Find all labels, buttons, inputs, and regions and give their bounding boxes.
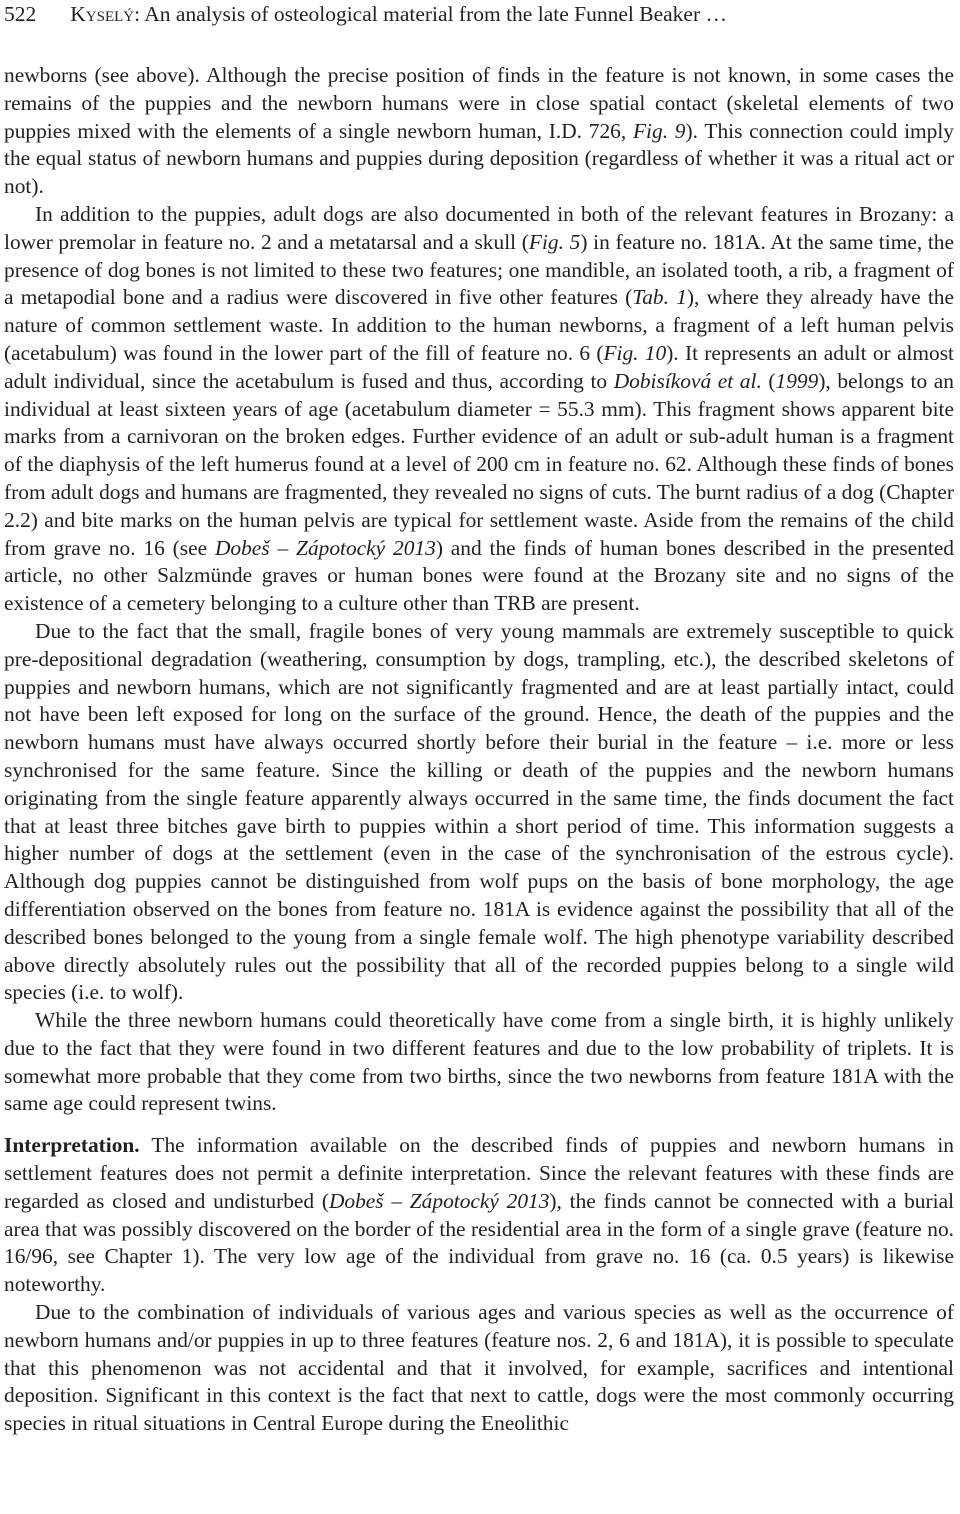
page — [4, 0, 954, 1438]
citation: Dobeš – Zápotocký 2013 — [328, 1188, 550, 1213]
text-run: ), where they already have the nature of common settlement waste. In addition to the human newborns, a fragment of a left human pelvis (acetabulum) was found in the lower part of the fill of feature no. 6 ( — [4, 285, 954, 365]
text-run: The information available on the described finds of puppies and newborn humans in settlement features does not permit a definite interpretation. Since the relevant features with these finds are regarded as closed and undisturbed ( — [4, 1133, 954, 1213]
text-run: ). This connection could imply the equal status of newborn humans and puppies during deposition (regardless of whether it was a ritual act or not). — [4, 118, 954, 199]
paragraph-continued — [4, 62, 954, 201]
text-run: ). It represents an adult or almost adult individual, since the acetabulum is fused and thus, according to — [4, 340, 954, 393]
text-run: In addition to the puppies, adult dogs are also documented in both of the relevant features in Brozany: a lower premolar in feature no. 2 and a metatarsal and a skull ( — [4, 201, 954, 254]
text-run: ) in feature no. 181A. At the same time, the presence of dog bones is not limited to these two features; one mandible, an isolated tooth, a rib, a fragment of a metapodial bone and a radius were discovered in five other features ( — [4, 229, 954, 310]
figure-reference: Fig. 9 — [632, 118, 686, 143]
article-body — [4, 62, 954, 1438]
text-run: ), the finds cannot be connected with a burial area that was possibly discovered on the border of the residential area in the form of a single grave (feature no. 16/96, see Chapter 1). The very low age of the individual from grave no. 16 (ca. 0.5 years) is likewise noteworthy. — [4, 1188, 955, 1297]
text-run: ( — [761, 368, 776, 393]
text-run: ), belongs to an individual at least sixteen years of age (acetabulum diameter = 55.3 mm). This fragment shows apparent bite marks from a carnivoran on the broken edges. Further evidence of an adult or sub-adult human is a fragment of the diaphysis of the left humerus found at a level of 200 cm in feature no. 62. Although these finds of bones from adult dogs and humans are fragmented, they revealed no signs of cuts. The burnt radius of a dog (Chapter 2.2) and bite marks on the human pelvis are typical for settlement waste. Aside from the remains of the child from grave no. 16 (see — [4, 368, 954, 560]
paragraph-newborns: While the three newborn humans could theoretically have come from a single birth, it is highly unlikely due to the fact that they were found in two different features and due to the low probability of triplets. It is somewhat more probable that they come from two births, since the two newborns from feature 181A with the same age could represent twins. — [4, 1008, 954, 1116]
figure-reference: Fig. 5 — [528, 229, 581, 254]
citation: Dobisíková et al. — [613, 368, 762, 393]
citation: Dobeš – Zápotocký 2013 — [214, 535, 436, 560]
header-author: Kyselý — [70, 2, 135, 26]
text-run: ) and the finds of human bones described in the presented article, no other Salzmünde graves or human bones were found at the Brozany site and no signs of the existence of a cemetery belonging to a culture other than TRB are present. — [4, 535, 955, 616]
figure-reference: Fig. 10 — [603, 340, 667, 365]
section-heading: Interpretation. — [4, 1133, 140, 1158]
paragraph-interpretation — [4, 1132, 954, 1299]
page-number: 522 — [4, 2, 37, 26]
citation-year: 1999 — [775, 368, 819, 393]
paragraph-adult-dogs — [4, 201, 954, 618]
header-title: : An analysis of osteological material from the late Funnel Beaker … — [134, 2, 727, 26]
paragraph-degradation: Due to the fact that the small, fragile bones of very young mammals are extremely susceptible to quick pre-depositional degradation (weathering, consumption by dogs, trampling, etc.), the described skeletons of puppies and newborn humans, which are not significantly fragmented and are at least partially intact, could not have been left exposed for long on the surface of the ground. Hence, the death of the puppies and the newborn humans must have always occurred shortly before their burial in the feature – i.e. more or less synchronised for the same feature. Since the killing or death of the puppies and the newborn humans originating from the single feature apparently always occurred in the same time, the finds document the fact that at least three bitches gave birth to puppies within a short period of time. This information suggests a higher number of dogs at the settlement (even in the case of the synchronisation of the estrous cycle). Although dog puppies cannot be distinguished from wolf pups on the basis of bone morphology, the age differentiation observed on the bones from feature no. 181A is evidence against the possibility that all of the described bones belonged to the young from a single female wolf. The high phenotype variability described above directly absolutely rules out the possibility that all of the recorded puppies belong to a single wild species (i.e. to wolf). — [4, 618, 954, 1005]
text-run: newborns (see above). Although the precise position of finds in the feature is not known, in some cases the remains of the puppies and the newborn humans were in close spatial contact (skeletal elements of two puppies mixed with the elements of a single newborn human, I.D. 726, — [4, 63, 954, 143]
running-header — [4, 0, 954, 28]
paragraph-sacrifice: Due to the combination of individuals of various ages and various species as well as the occurrence of newborn humans and/or puppies in up to three features (feature nos. 2, 6 and 181A), it is possible to speculate that this phenomenon was not accidental and that it involved, for example, sacrifices and intentional deposition. Significant in this context is the fact that next to cattle, dogs were the most commonly occurring species in ritual situations in Central Europe during the Eneolithic — [4, 1300, 954, 1436]
table-reference: Tab. 1 — [632, 285, 687, 310]
